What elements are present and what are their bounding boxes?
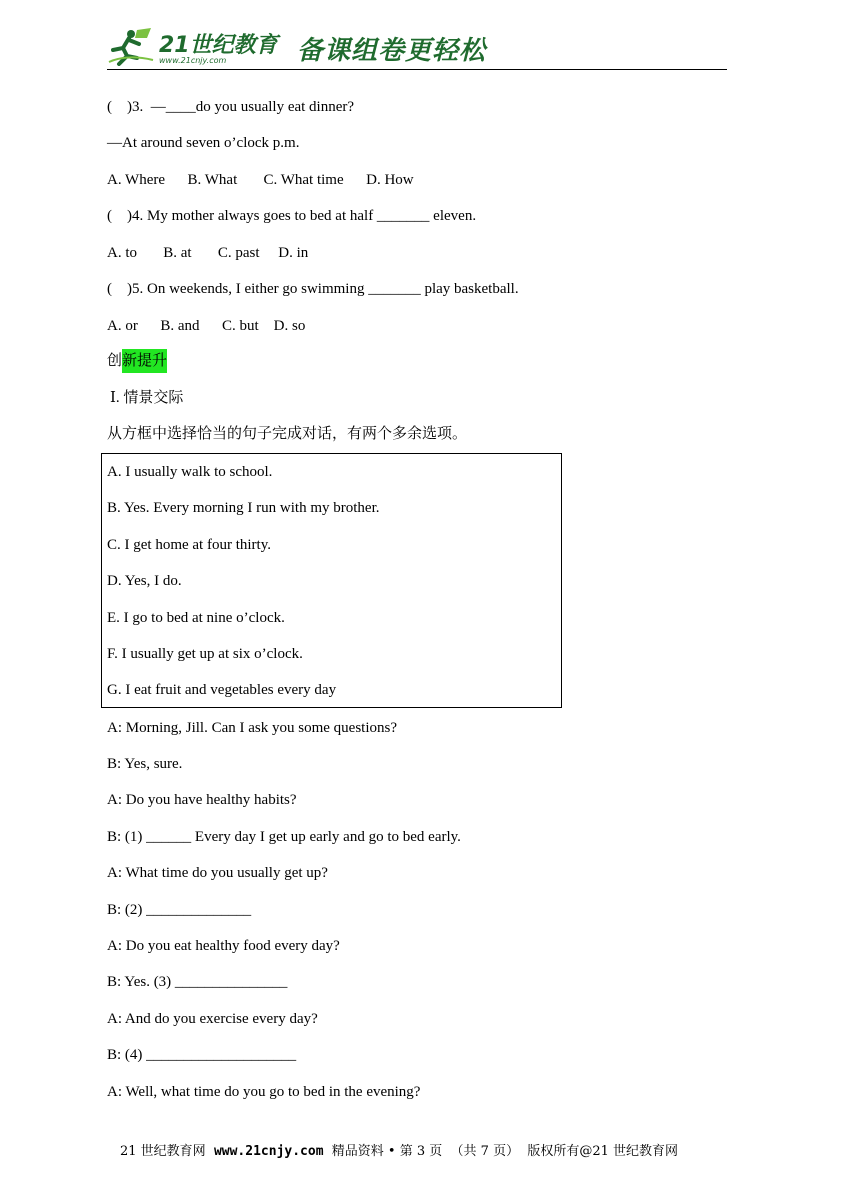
page-header [107,24,727,70]
page-footer [120,1140,678,1159]
footer-url[interactable]: www.21cnjy.com [213,1144,324,1159]
dialogue-line: A: What time do you usually get up? [107,865,328,881]
footer-page-info: 精品资料 • 第 3 页 （共 7 页） 版权所有@21 世纪教育网 [323,1144,679,1159]
question-3-stem: ( )3. —____do you usually eat dinner? [107,99,355,115]
section-instruction: 从方框中选择恰当的句子完成对话，有两个多余选项。 [107,426,468,442]
header-slogan: 备课组卷更轻松 [297,36,487,66]
footer-site-name: 21 世纪教育网 [120,1144,206,1159]
box-option-e: E. I go to bed at nine o’clock. [107,610,285,626]
question-5-stem: ( )5. On weekends, I either go swimming _______ play basketball. [107,281,519,297]
dialogue-line: A: And do you exercise every day? [107,1011,318,1027]
dialogue-line: B: (1) ______ Every day I get up early and go to bed early. [107,829,461,845]
question-3-options: A. Where B. What C. What time D. How [107,172,414,188]
box-option-f: F. I usually get up at six o’clock. [107,646,303,662]
question-4-stem: ( )4. My mother always goes to bed at half _______ eleven. [107,208,477,224]
box-option-g: G. I eat fruit and vegetables every day [107,682,337,698]
dialogue-line: A: Do you have healthy habits? [107,792,297,808]
dialogue-line: B: Yes, sure. [107,756,183,772]
header-divider [107,69,727,70]
dialogue-line: B: (2) ______________ [107,902,252,918]
box-option-a: A. I usually walk to school. [107,464,273,480]
section-title [107,352,167,370]
question-5-options: A. or B. and C. but D. so [107,318,306,334]
box-option-b: B. Yes. Every morning I run with my brother. [107,500,380,516]
box-option-d: D. Yes, I do. [107,573,182,589]
dialogue-line: A: Morning, Jill. Can I ask you some questions? [107,720,397,736]
dialogue-line: A: Do you eat healthy food every day? [107,938,340,954]
section-title-plain: 创 [107,353,123,369]
question-4-options: A. to B. at C. past D. in [107,245,309,261]
dialogue-line: B: Yes. (3) _______________ [107,974,288,990]
box-option-c: C. I get home at four thirty. [107,537,271,553]
section-title-highlight: 新提升 [122,349,167,373]
logo-text: 21世纪教育 [159,33,278,58]
section-part: Ⅰ. 情景交际 [110,390,184,406]
runner-logo-icon [107,26,155,66]
dialogue-line: B: (4) ____________________ [107,1047,297,1063]
logo-url: www.21cnjy.com [159,56,227,65]
dialogue-line: A: Well, what time do you go to bed in the evening? [107,1084,421,1100]
question-3-answer-line: —At around seven o’clock p.m. [107,135,300,151]
